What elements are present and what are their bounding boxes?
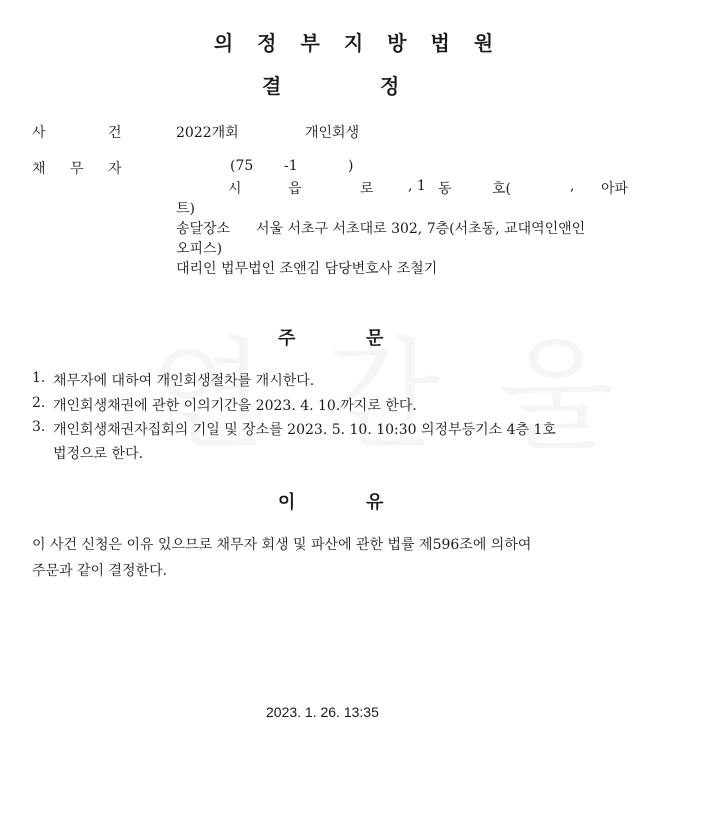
court-char: 의 xyxy=(213,31,234,55)
case-number: 2022개회 xyxy=(176,125,239,141)
order-heading-char: 문 xyxy=(366,328,384,349)
decision-datetime: 2023. 1. 26. 13:35 xyxy=(266,704,379,720)
representative: 대리인 법무법인 조앤김 담당변호사 조철기 xyxy=(176,261,438,277)
order-item-number: 2. xyxy=(32,395,46,411)
order-item-text: 채무자에 대하여 개인회생절차를 개시한다. xyxy=(53,373,315,389)
order-item-text: 개인회생채권자집회의 기일 및 장소를 2023. 5. 10. 10:30 의정부등기소 4층 1호 xyxy=(53,422,556,438)
court-char: 방 xyxy=(387,31,407,55)
court-char: 부 xyxy=(300,31,320,55)
order-item-text: 개인회생채권에 관한 이의기간을 2023. 4. 10.까지로 한다. xyxy=(53,398,417,414)
debtor-addr-apt: 아파 xyxy=(601,181,629,197)
order-item-number: 3. xyxy=(32,419,46,435)
debtor-label-char: 채 xyxy=(32,161,46,177)
reason-heading-char: 이 xyxy=(278,492,296,513)
court-char: 정 xyxy=(257,31,277,55)
reason-line: 주문과 같이 결정한다. xyxy=(32,563,168,579)
court-name xyxy=(0,27,707,56)
case-type: 개인회생 xyxy=(305,125,360,141)
debtor-addr-eup: 읍 xyxy=(288,181,302,197)
debtor-addr-dong: 동 xyxy=(438,181,452,197)
debtor-addr-comma: , xyxy=(570,178,575,194)
case-label-char: 사 xyxy=(32,125,46,141)
order-item-text-cont: 법정으로 한다. xyxy=(53,446,144,462)
case-label-char: 건 xyxy=(108,125,122,141)
service-address-line2: 오피스) xyxy=(176,241,223,257)
debtor-birth-mid: -1 xyxy=(284,158,298,174)
doc-type-char: 결 xyxy=(262,74,282,98)
debtor-label-char: 무 xyxy=(70,161,84,177)
debtor-addr-ho: 호( xyxy=(492,181,511,197)
debtor-birth-close: ) xyxy=(348,158,354,174)
court-char: 지 xyxy=(343,31,364,55)
service-address-line1: 서울 서초구 서초대로 302, 7층(서초동, 교대역인앤인 xyxy=(256,221,586,237)
debtor-birth-open: (75 xyxy=(230,158,254,174)
court-char: 원 xyxy=(473,31,494,55)
debtor-addr-ro: 로 xyxy=(360,181,374,197)
court-char: 법 xyxy=(430,31,450,55)
debtor-addr-num: , 1 xyxy=(408,178,426,194)
doc-type-char: 정 xyxy=(380,74,400,98)
reason-heading-char: 유 xyxy=(366,492,384,513)
debtor-addr-apt-end: 트) xyxy=(176,201,195,217)
debtor-addr-si: 시 xyxy=(228,181,242,197)
order-heading-char: 주 xyxy=(278,328,296,349)
service-label: 송달장소 xyxy=(176,221,231,237)
reason-line: 이 사건 신청은 이유 있으므로 채무자 회생 및 파산에 관한 법률 제596조에 의하여 xyxy=(32,537,532,553)
order-item-number: 1. xyxy=(32,370,46,386)
debtor-label-char: 자 xyxy=(108,161,122,177)
